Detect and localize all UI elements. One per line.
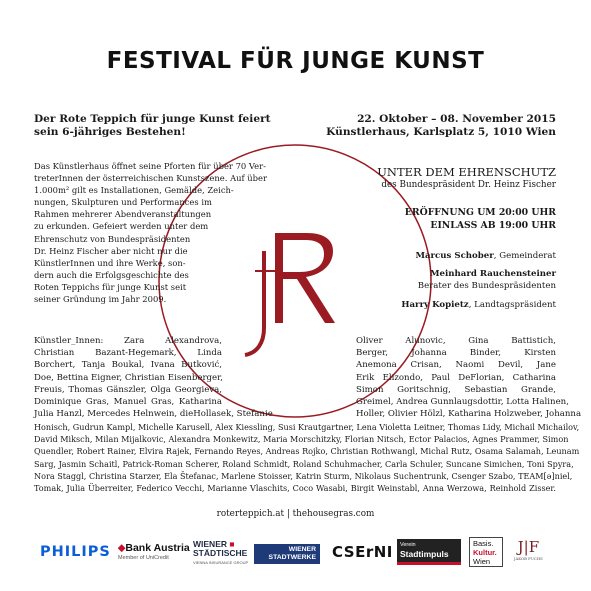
stadtimpuls-logo xyxy=(397,539,461,565)
jf-mark: J|F xyxy=(517,538,540,556)
description-line: Dr. Heinz Fischer aber nicht nur die xyxy=(34,245,188,256)
artists-right xyxy=(356,335,582,420)
description-line: treterInnen der österreichischen Kunstszene. Auf über xyxy=(34,173,267,184)
artists-line: Erik Elizondo, Paul DeFlorian, Catharina xyxy=(356,372,556,383)
speaker-role: Berater des Bundespräsidenten xyxy=(417,281,556,292)
ws-crest-icon: ■ xyxy=(229,539,235,549)
wiener-stadtwerke-logo xyxy=(254,544,320,564)
tr-logo-icon xyxy=(245,233,335,355)
bank-austria-name: Bank Austria xyxy=(125,542,190,554)
bank-austria-logo xyxy=(118,542,190,561)
bank-austria-sub: Member of UniCredit xyxy=(118,555,169,561)
description-line: Ehrenschutz von Bundespräsidenten xyxy=(34,233,191,244)
artists-left xyxy=(34,335,273,420)
description-line: KünstlerInnen und ihre Werke, son- xyxy=(34,257,186,268)
philips-logo: PHILIPS xyxy=(40,544,111,560)
artists-line: Künstler_Innen: Zara Alexandrova, xyxy=(34,336,222,346)
speaker-name: Harry Kopietz xyxy=(401,300,469,310)
basis-line-1: Basis. xyxy=(473,539,494,548)
artists-line: Anemona Crisan, Naomi Devil, Jane xyxy=(356,360,556,371)
jakob-fuchs-logo xyxy=(514,538,543,561)
artists-line: Simon Goritschnig, Sebastian Grande, xyxy=(356,384,556,395)
opening-line: ERÖFFNUNG UM 20:00 UHR xyxy=(404,207,556,218)
wsw-line-2: STADTWERKE xyxy=(268,554,316,561)
artists-line: Greimel, Andrea Gunnlaugsdottir, Lotta Halinen, xyxy=(356,397,569,408)
artists-line: Doe, Bettina Eigner, Christian Eisenberger, xyxy=(34,372,224,383)
artists-line: Nora Staggl, Christina Starzer, Ela Štefanac, Marlene Stoisser, Katrin Sturm, Nikolaus Suchentrunk, Csenger Szabo, TEAM[ə]niel, xyxy=(34,470,573,481)
intro-line-1: Der Rote Teppich für junge Kunst feiert xyxy=(34,113,271,125)
ws-sub: VIENNA INSURANCE GROUP xyxy=(193,560,249,565)
website-links[interactable]: roterteppich.at | thehousegras.com xyxy=(216,509,375,519)
description-line: 1.000m² gilt es Installationen, Gemälde, Zeich- xyxy=(34,185,234,196)
speaker-name: Marcus Schober xyxy=(415,251,494,261)
artists-line: David Miksch, Milan Mijalkovic, Alexandra Monkewitz, Maria Morschitzky, Florian Nitsch, Ector Palacios, Agnes Prammer, Simon xyxy=(34,434,569,445)
opening-times xyxy=(405,207,556,232)
description-line: zu erkunden. Gefeiert werden unter dem xyxy=(34,221,209,232)
artists-line: Sarg, Jasmin Schaitl, Patrick-Roman Scherer, Roland Schmidt, Roland Schuhmacher, Carla Schuler, Suncane Simichen, Toni Spyra, xyxy=(34,458,574,469)
ws-line-2: STÄDTISCHE xyxy=(193,548,248,558)
basis-line-2: Kultur. xyxy=(473,548,497,557)
speaker xyxy=(401,299,556,311)
stadtimpuls-line-1: Verein xyxy=(400,542,416,548)
artists-line: Berger, Johanna Binder, Kirsten xyxy=(356,348,556,359)
artists-line: Freuis, Thomas Gänszler, Olga Georgieva, xyxy=(34,384,222,395)
speaker-role: , Landtagspräsident xyxy=(468,300,556,310)
event-info xyxy=(326,113,556,139)
ws-line-1: WIENER xyxy=(193,539,227,549)
event-dates: 22. Oktober – 08. November 2015 xyxy=(357,113,556,125)
description-line: Das Künstlerhaus öffnet seine Pforten für über 70 Ver- xyxy=(34,161,266,171)
patronage-heading: UNTER DEM EHRENSCHUTZ xyxy=(377,165,556,179)
artists-line: Tomak, Julia Überreiter, Federico Vecchi, Marianne Vlaschits, Coco Wasabi, Birgit Weinstabl, Anna Werzowa, Reinhold Zisser. xyxy=(34,483,556,494)
page-title: FESTIVAL FÜR JUNGE KUNST xyxy=(106,48,485,74)
artists-line: Honisch, Gudrun Kampl, Michelle Karusell, Alex Kiessling, Susi Krautgartner, Lena Violetta Leitner, Thomas Lidy, Michail Michailov, xyxy=(34,422,580,432)
description xyxy=(34,160,267,305)
wiener-staedtische-logo xyxy=(193,540,248,567)
artists-line: Dominique Gras, Manuel Gras, Katharina xyxy=(34,397,222,408)
intro-line-2: sein 6-jähriges Bestehen! xyxy=(34,126,186,138)
basis-kultur-wien-logo xyxy=(469,537,503,567)
speaker-name: Meinhard Rauchensteiner xyxy=(430,269,556,279)
description-line: nungen, Skulpturen und Performances im xyxy=(34,197,212,208)
artists-line: Quendler, Robert Rainer, Elvira Rajek, Fernando Reyes, Andreas Rojko, Christian Rothwangl, Michal Rutz, Osama Salamah, Leunam xyxy=(34,446,580,457)
bank-austria-mark-icon: ⬥ xyxy=(118,542,126,554)
stadtimpuls-line-2: Stadtimpuls xyxy=(400,549,449,559)
speaker xyxy=(418,268,556,292)
intro-text xyxy=(34,113,271,139)
event-venue: Künstlerhaus, Karlsplatz 5, 1010 Wien xyxy=(326,126,556,138)
artists-line: Julia Hanzl, Mercedes Helnwein, dieHollasek, Stefanie xyxy=(34,409,273,420)
patronage-sub: des Bundespräsident Dr. Heinz Fischer xyxy=(381,180,556,190)
cserni-logo: CSErNI xyxy=(332,543,393,561)
artists-line: Holler, Olivier Hölzl, Katharina Holzweber, Johanna xyxy=(356,409,582,420)
speaker xyxy=(415,250,556,262)
admission-line: EINLASS AB 19:00 UHR xyxy=(430,219,556,231)
description-line: dern auch die Erfolgsgeschichte des xyxy=(34,269,189,280)
speaker-role: , Gemeinderat xyxy=(493,251,556,261)
artists-full xyxy=(34,421,580,494)
artists-line: Oliver Alunovic, Gina Battistich, xyxy=(356,336,556,346)
description-line: Roten Teppichs für junge Kunst seit xyxy=(34,281,187,292)
artists-line: Borchert, Tanja Boukal, Ivana Butković, xyxy=(34,360,222,371)
basis-line-3: Wien xyxy=(473,557,491,566)
patronage xyxy=(377,165,556,192)
wsw-line-1: WIENER xyxy=(288,546,316,553)
artists-line: Christian Bazant-Hegemark, Linda xyxy=(34,348,222,359)
description-line: Rahmen mehrerer Abendveranstaltungen xyxy=(34,209,212,220)
jf-sub: JAKOB FUCHS xyxy=(514,556,543,561)
description-line: seiner Gründung im Jahr 2009. xyxy=(34,294,167,305)
